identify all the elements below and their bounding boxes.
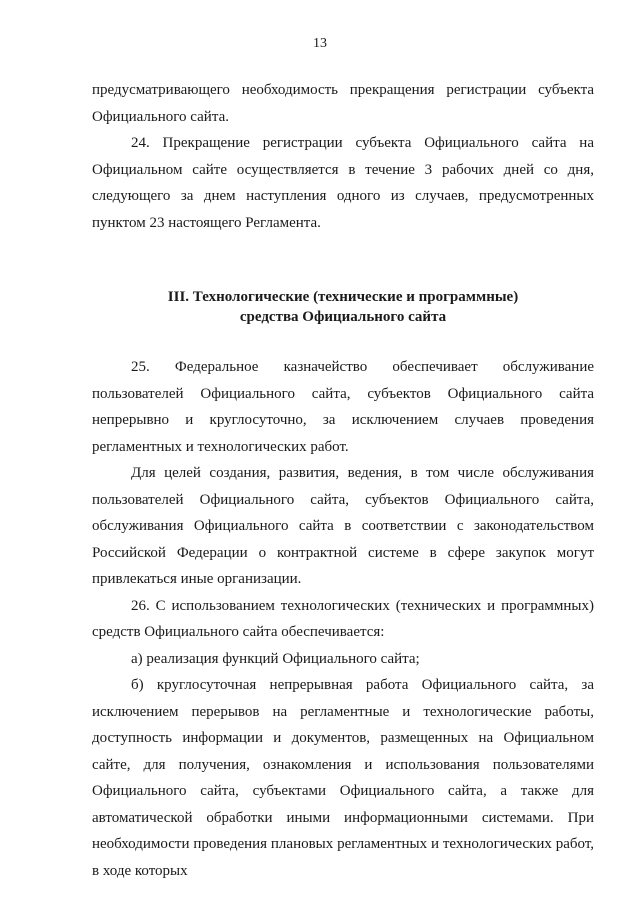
section-heading-line-2: средства Официального сайта [239, 309, 447, 325]
paragraph-24: 24. Прекращение регистрации субъекта Официального сайта на Официальном сайте осуществляется в течение 3 рабочих дней со дня, следующего за днем наступления одного из случаев, предусмотренных пунктом 23 настоящего Регламента. [92, 135, 594, 231]
section-heading [92, 287, 594, 327]
paragraph-26-b: б) круглосуточная непрерывная работа Официального сайта, за исключением перерывов на регламентные и технологические работы, доступность информации и документов, размещенных на Официальном сайте, для получения, ознакомления и использования пользователями Официального сайта, субъектами Официального сайта, а также для автоматической обработки иными информационными системами. При необходимости проведения плановых регламентных и технологических работ, в ходе которых [92, 677, 594, 879]
paragraph-intro: предусматривающего необходимость прекращения регистрации субъекта Официального сайта. [92, 82, 594, 125]
paragraph-25: 25. Федеральное казначейство обеспечивает обслуживание пользователей Официального сайта, субъектов Официального сайта непрерывно и круглосуточно, за исключением случаев проведения регламентных и технологических работ. [92, 359, 594, 455]
section-heading-line-1: III. Технологические (технические и программные) [167, 289, 519, 305]
paragraph-25-continued: Для целей создания, развития, ведения, в том числе обслуживания пользователей Официального сайта, субъектов Официального сайта, обслуживания Официального сайта в соответствии с законодательством Российской Федерации о контрактной системе в сфере закупок могут привлекаться иные организации. [92, 465, 594, 587]
page-number: 13 [313, 36, 327, 51]
paragraph-26-a: а) реализация функций Официального сайта; [131, 650, 420, 667]
document-body [92, 77, 594, 884]
paragraph-26: 26. С использованием технологических (технических и программных) средств Официального сайта обеспечивается: [92, 597, 594, 640]
